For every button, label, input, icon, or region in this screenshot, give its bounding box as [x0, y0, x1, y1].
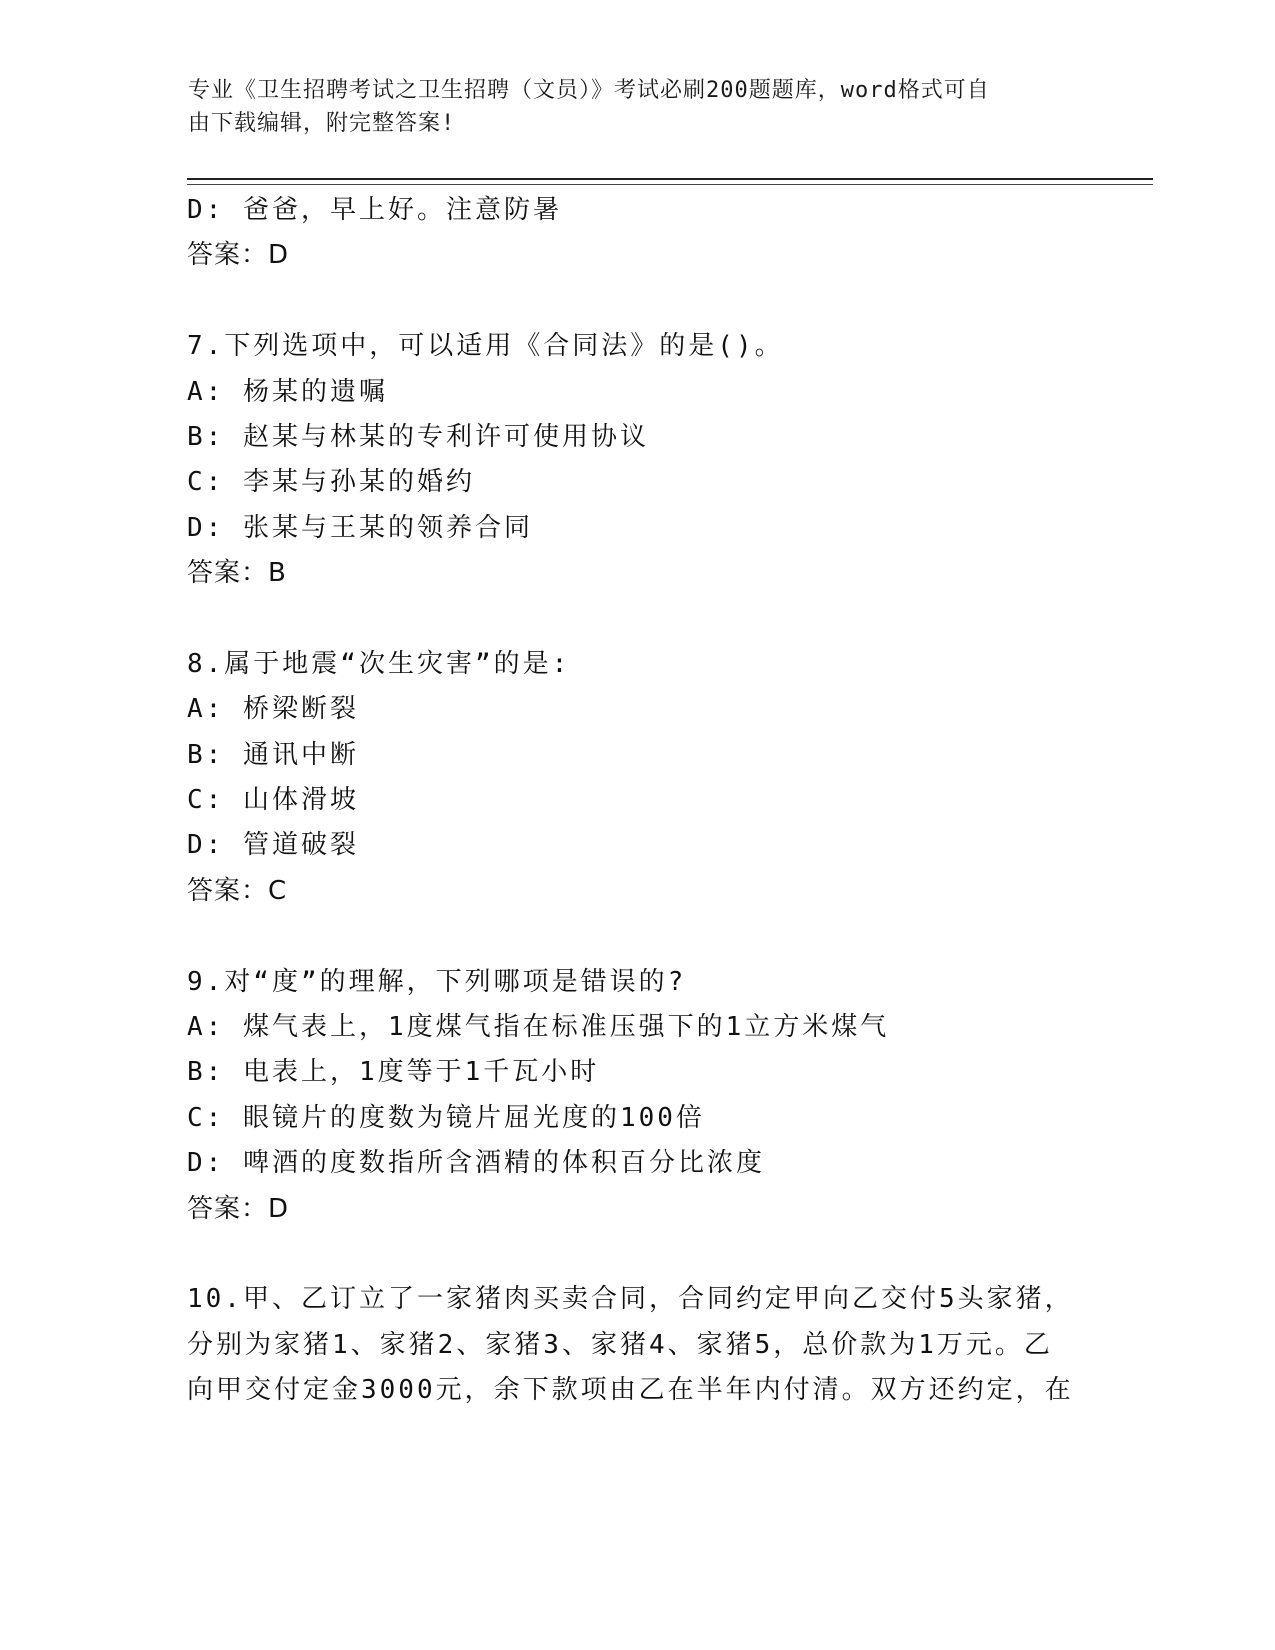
question-text-line-3: 向甲交付定金3000元，余下款项由乙在半年内付清。双方还约定，在 — [187, 1375, 1074, 1406]
option-c: C: 山体滑坡 — [187, 785, 359, 816]
question-list — [187, 188, 1087, 1414]
option-b: B: 赵某与林某的专利许可使用协议 — [187, 421, 649, 452]
option-b: B: 通讯中断 — [187, 739, 359, 770]
option-b: B: 电表上，1度等于1千瓦小时 — [187, 1057, 600, 1088]
option-d: D: 啤酒的度数指所含酒精的体积百分比浓度 — [187, 1148, 765, 1179]
prev-answer: 答案：D — [187, 240, 290, 271]
option-c: C: 眼镜片的度数为镜片屈光度的100倍 — [187, 1102, 705, 1133]
option-d: D: 张某与王某的领养合同 — [187, 512, 533, 543]
question-text: 8.属于地震“次生灾害”的是: — [187, 648, 571, 679]
header-divider-thin — [187, 184, 1153, 185]
spacer — [187, 597, 1087, 642]
question-text: 9.对“度”的理解，下列哪项是错误的? — [187, 966, 687, 997]
prev-option-d: D: 爸爸，早上好。注意防暑 — [187, 195, 562, 225]
question-text-line-1: 10.甲、乙订立了一家猪肉买卖合同，合同约定甲向乙交付5头家猪， — [187, 1284, 1074, 1315]
answer: 答案：B — [187, 558, 287, 589]
question-9 — [187, 960, 1087, 1232]
question-text-line-2: 分别为家猪1、家猪2、家猪3、家猪4、家猪5，总价款为1万元。乙 — [187, 1329, 1053, 1360]
question-text: 7.下列选项中，可以适用《合同法》的是()。 — [187, 331, 784, 362]
question-10 — [187, 1277, 1087, 1413]
document-header — [188, 74, 1068, 140]
answer: 答案：C — [187, 875, 288, 906]
spacer — [187, 279, 1087, 324]
option-a: A: 桥梁断裂 — [187, 694, 359, 725]
option-d: D: 管道破裂 — [187, 830, 359, 861]
question-8 — [187, 642, 1087, 914]
option-c: C: 李某与孙某的婚约 — [187, 467, 475, 498]
answer: 答案：D — [187, 1193, 290, 1224]
option-a: A: 煤气表上，1度煤气指在标准压强下的1立方米煤气 — [187, 1012, 890, 1043]
spacer — [187, 914, 1087, 959]
spacer — [187, 1232, 1087, 1277]
header-line-1: 专业《卫生招聘考试之卫生招聘（文员）》考试必刷200题题库，word格式可自 — [188, 78, 990, 103]
header-line-2: 由下载编辑，附完整答案! — [188, 111, 456, 136]
header-divider-thick — [187, 178, 1153, 180]
question-7 — [187, 324, 1087, 596]
option-a: A: 杨某的遗嘱 — [187, 376, 388, 407]
